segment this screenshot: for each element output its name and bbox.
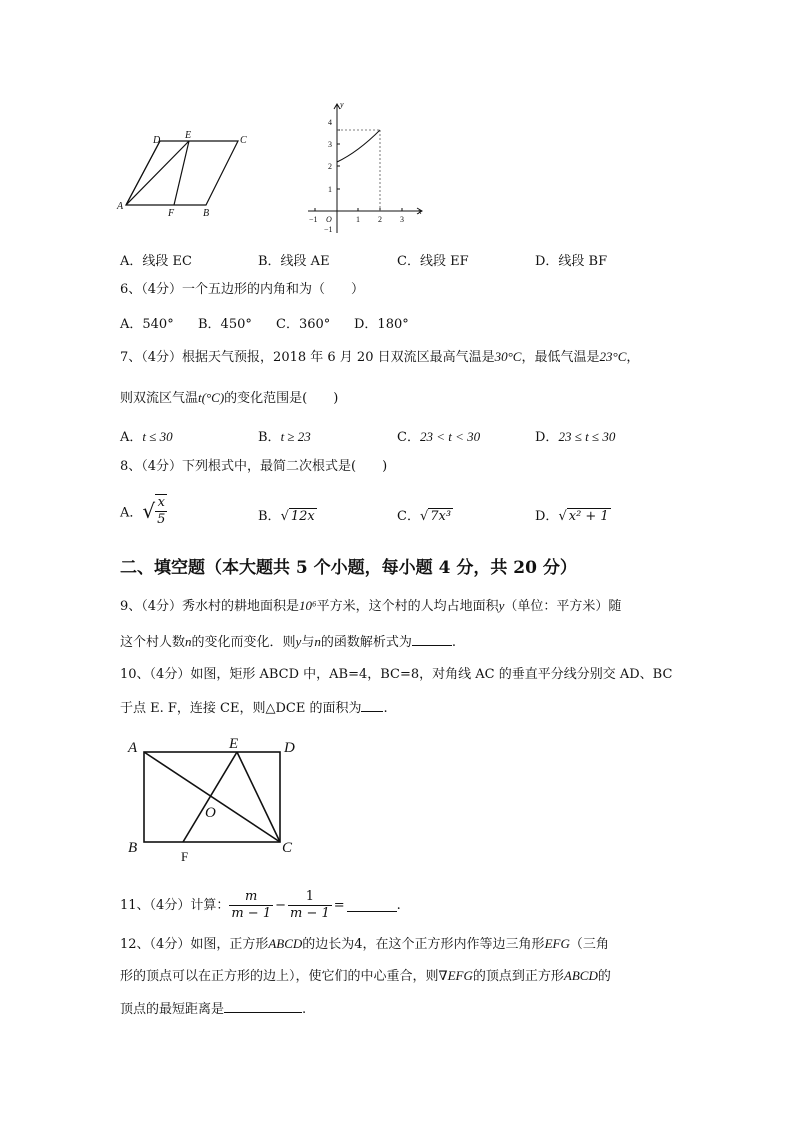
q6-option-a[interactable]: A．540° [120, 317, 174, 332]
q10-end: . [383, 701, 388, 716]
q6-option-c[interactable]: C．360° [276, 317, 331, 332]
q9-area: 10⁶ [299, 598, 317, 613]
function-graph-figure [300, 98, 430, 238]
diagonal-ac [144, 752, 280, 842]
q9-text-7: 的函数解析式为 [320, 635, 412, 650]
q5-option-d[interactable]: D．线段 BF [535, 254, 608, 269]
q7-text-3: ， [626, 350, 640, 365]
q12-triangle-2: ∇EFG [438, 968, 473, 983]
q11-equals: = [333, 897, 345, 913]
q12-answer-blank[interactable] [224, 1000, 302, 1013]
q12-text-3: （三角 [569, 937, 609, 952]
q7-option-b-expr: t ≥ 23 [280, 429, 311, 444]
q8-option-a-label: A． [120, 505, 143, 521]
q8-option-d-label: D． [535, 509, 559, 524]
q11-prefix: 11、（4分）计算： [120, 897, 230, 913]
ytick-3: 3 [328, 140, 332, 149]
axis-label-y: y [340, 100, 344, 109]
xtick-1: 1 [356, 215, 360, 224]
ytick-neg1: −1 [324, 225, 333, 234]
q7-option-c-label: C． [397, 430, 420, 445]
q11-minus: − [275, 897, 286, 913]
q11-line [120, 889, 401, 922]
q7-option-a-expr: t ≤ 30 [142, 429, 173, 444]
q9-var-y2: y [295, 634, 302, 649]
q8-option-b[interactable] [258, 505, 317, 524]
q7-high-temp: 30°C [494, 349, 522, 364]
q9-var-n: n [185, 634, 192, 649]
q8-option-d[interactable] [535, 505, 611, 524]
axis-label-x: x [418, 207, 422, 216]
q7-option-a[interactable] [120, 426, 173, 445]
q7-option-d[interactable] [535, 426, 615, 445]
label-o: O [205, 805, 216, 821]
ytick-4: 4 [328, 118, 332, 127]
label-f: F [168, 208, 175, 219]
q7-option-a-label: A． [120, 430, 143, 445]
q7-text-4: 则双流区气温 [120, 391, 199, 406]
label-d: D [153, 135, 161, 146]
q11-fraction-1 [229, 889, 273, 922]
label-e: E [185, 130, 192, 141]
q12-square-2: ABCD [563, 968, 598, 983]
q6-option-b[interactable]: B．450° [198, 317, 252, 332]
q11-answer-blank[interactable] [347, 899, 397, 912]
label-c: C [240, 135, 247, 146]
label-b: B [203, 208, 210, 219]
q9-line2 [120, 633, 456, 652]
xtick-neg1: −1 [309, 215, 318, 224]
q9-line1 [120, 597, 621, 616]
q8-option-b-label: B． [258, 509, 281, 524]
label-b: B [128, 840, 138, 856]
q12-text-1: 12、（4分）如图，正方形 [120, 937, 269, 952]
q7-option-c-expr: 23 < t < 30 [419, 429, 481, 444]
segment-ae [126, 141, 189, 205]
q10-answer-blank[interactable] [361, 699, 383, 712]
q8-option-a[interactable] [120, 494, 167, 528]
q9-end: . [451, 635, 456, 650]
q7-text-2: ，最低气温是 [521, 350, 600, 365]
q11-frac2-num: 1 [305, 889, 315, 904]
q7-option-c[interactable] [397, 426, 480, 445]
label-f: F [181, 849, 189, 864]
q8-option-d-radicand: x² + 1 [568, 509, 609, 524]
parallelogram-figure [110, 125, 250, 220]
q12-line3 [120, 1000, 306, 1019]
q7-text-1: 7、（4分）根据天气预报，2018 年 6 月 20 日双流区最高气温是 [120, 350, 495, 365]
q9-text-3: （单位：平方米）随 [504, 599, 622, 614]
q9-text-6: 与 [301, 635, 315, 650]
q11-frac1-num: m [245, 889, 258, 904]
q12-line2 [120, 967, 611, 986]
q9-var-y: y [498, 598, 505, 613]
q7-option-d-expr: 23 ≤ t ≤ 30 [558, 429, 616, 444]
q11-fraction-2 [288, 889, 332, 922]
q8-option-c-radicand: 7x³ [430, 509, 452, 524]
label-d: D [284, 740, 295, 756]
label-e: E [229, 736, 239, 752]
q12-text-4: 形的顶点可以在正方形的边上），使它们的中心重合，则 [120, 969, 439, 984]
q7-option-b-label: B． [258, 430, 281, 445]
rectangle-figure [120, 730, 310, 865]
q12-end: . [302, 1002, 307, 1017]
xtick-2: 2 [378, 215, 382, 224]
q10-line1: 10、（4分）如图，矩形 ABCD 中，AB=4，BC=8，对角线 AC 的垂直平分线分别交 AD、BC [120, 667, 673, 682]
ytick-1: 1 [328, 185, 332, 194]
q9-text-1: 9、（4分）秀水村的耕地面积是 [120, 599, 300, 614]
label-c: C [282, 840, 293, 856]
segment-ef [183, 752, 237, 842]
q8-a-numerator: x [157, 495, 165, 510]
q10-text-2: 于点 E. F，连接 CE，则△DCE 的面积为 [120, 701, 362, 716]
q9-text-2: 平方米，这个村的人均占地面积 [316, 599, 499, 614]
q11-frac2-den: m − 1 [290, 906, 330, 921]
q12-text-5: 的顶点到正方形 [472, 969, 564, 984]
q7-low-temp: 23°C [599, 349, 627, 364]
q8-option-b-radicand: 12x [290, 509, 315, 524]
q10-line2 [120, 699, 388, 718]
q12-triangle-1: EFG [544, 936, 570, 951]
xtick-3: 3 [400, 215, 404, 224]
q7-option-b[interactable] [258, 426, 311, 445]
section-2-heading: 二、填空题（本大题共 5 个小题，每小题 4 分，共 20 分） [120, 558, 577, 578]
q8-option-c-label: C． [397, 509, 420, 524]
q7-option-d-label: D． [535, 430, 559, 445]
q5-option-c[interactable]: C．线段 EF [397, 254, 469, 269]
q8-stem: 8、（4分）下列根式中，最简二次根式是( ) [120, 459, 388, 474]
origin-label: O [326, 215, 332, 224]
function-curve [337, 130, 380, 162]
q9-text-4: 这个村人数 [120, 635, 186, 650]
q6-stem: 6、（4分）一个五边形的内角和为（ ） [120, 282, 365, 297]
q8-option-c[interactable] [397, 505, 453, 524]
q5-option-a[interactable]: A．线段 EC [120, 254, 192, 269]
radical-sign: √ [280, 509, 289, 524]
q12-square-1: ABCD [268, 936, 303, 951]
radical-sign: √ [142, 499, 156, 523]
radical-sign: √ [558, 509, 567, 524]
ytick-2: 2 [328, 162, 332, 171]
q7-stem-line2 [120, 389, 338, 408]
q12-text-2: 的边长为4，在这个正方形内作等边三角形 [302, 937, 545, 952]
q7-var-t: t(°C) [198, 390, 225, 405]
q7-stem-line1 [120, 348, 639, 367]
label-a: A [117, 201, 124, 212]
segment-ef [174, 141, 189, 205]
q12-text-7: 顶点的最短距离是 [120, 1002, 225, 1017]
q6-option-d[interactable]: D．180° [354, 317, 409, 332]
q8-option-a-fraction [155, 494, 167, 528]
radical-sign: √ [419, 509, 429, 524]
label-a: A [128, 740, 138, 756]
q9-var-n2: n [314, 634, 321, 649]
q12-text-6: 的 [597, 969, 611, 984]
q9-text-5: 的变化而变化．则 [191, 635, 296, 650]
segment-ac-diag [126, 141, 160, 205]
q9-answer-blank[interactable] [412, 633, 452, 646]
q11-frac1-den: m − 1 [231, 906, 272, 921]
q12-line1 [120, 935, 609, 954]
q8-a-denominator: 5 [157, 512, 166, 527]
q11-end: . [396, 897, 401, 913]
q5-option-b[interactable]: B．线段 AE [258, 254, 330, 269]
q7-text-5: 的变化范围是( ) [224, 391, 339, 406]
